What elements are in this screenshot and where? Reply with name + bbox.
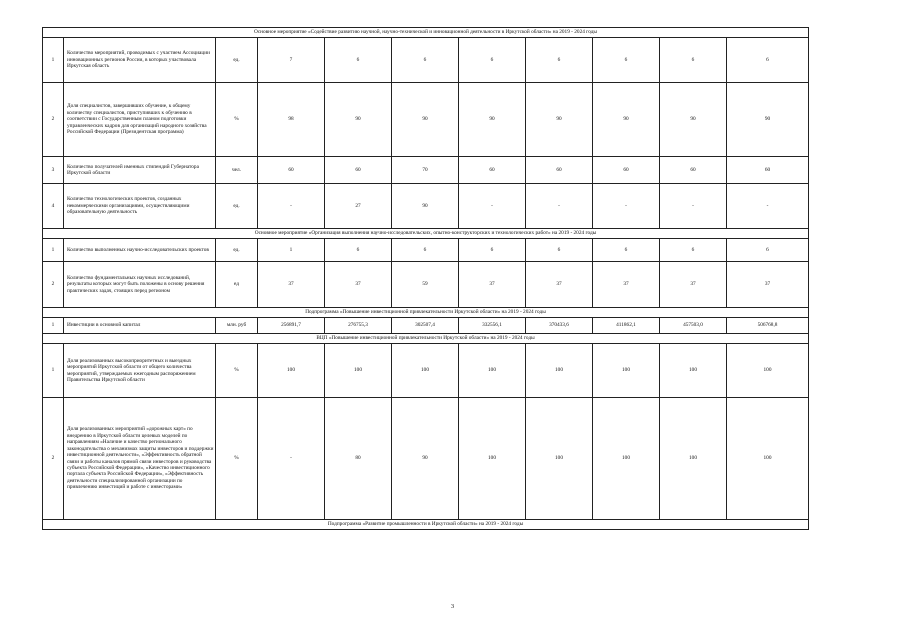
value-cell: 100 [660, 344, 727, 398]
value-cell: 411862,1 [593, 318, 660, 334]
value-cell: 80 [325, 398, 392, 520]
program-header: ВЦП «Повышение инвестиционной привлекательности Иркутской области» на 2019 - 2024 годы [43, 334, 809, 344]
value-cell: 6 [526, 38, 593, 83]
row-number: 2 [43, 83, 64, 157]
value-cell: 100 [459, 344, 526, 398]
indicator-table [42, 27, 809, 530]
page-number: 3 [450, 603, 455, 610]
value-cell: 90 [392, 184, 459, 229]
value-cell: 100 [727, 398, 809, 520]
indicator-name: Количество мероприятий, проводимых с участием Ассоциации инновационных регионов России, в которых участвовала Иркутская область [64, 38, 216, 83]
indicator-name: Количество получателей именных стипендий Губернатора Иркутской области [64, 157, 216, 184]
value-cell: 90 [325, 83, 392, 157]
value-cell: - [258, 398, 325, 520]
value-cell: 100 [660, 398, 727, 520]
value-cell: 370433,6 [526, 318, 593, 334]
row-number: 2 [43, 262, 64, 308]
value-cell: 100 [526, 344, 593, 398]
row-number: 1 [43, 344, 64, 398]
value-cell: - [593, 184, 660, 229]
value-cell: 60 [660, 157, 727, 184]
value-cell: 70 [392, 157, 459, 184]
table-row [43, 318, 809, 334]
subprogram-header: Подпрограмма «Развитие промышленности в Иркутской области» на 2019 - 2024 годы [43, 520, 809, 530]
value-cell: 90 [660, 83, 727, 157]
value-cell: 60 [526, 157, 593, 184]
indicator-name: Доля реализованных высокоприоритетных и выездных мероприятий Иркутской области от общего количества мероприятий, утверждаемых ежегодным распоряжением Правительства Иркутской области [64, 344, 216, 398]
value-cell: 332556,1 [459, 318, 526, 334]
table-row [43, 262, 809, 308]
value-cell: 7 [258, 38, 325, 83]
value-cell: - [459, 184, 526, 229]
indicator-table-page [42, 27, 808, 530]
value-cell: 6 [727, 239, 809, 262]
table-row [43, 344, 809, 398]
indicator-name: Доля специалистов, завершивших обучение, к общему количеству специалистов, приступивших к обучению в соответствии с Государственным планом подготовки управленческих кадров для организаций народного хозяйства Российской Федерации (Президентская программа) [64, 83, 216, 157]
value-cell: 276755,3 [325, 318, 392, 334]
value-cell: 1 [258, 239, 325, 262]
unit-cell: % [216, 344, 258, 398]
value-cell: 37 [325, 262, 392, 308]
value-cell: 6 [392, 239, 459, 262]
value-cell: 457503,0 [660, 318, 727, 334]
value-cell: 90 [392, 83, 459, 157]
unit-cell: % [216, 83, 258, 157]
value-cell: 6 [660, 38, 727, 83]
indicator-name: Количество фундаментальных научных исследований, результаты которых могут быть положены в основу решения практических задач, стоящих перед регионом [64, 262, 216, 308]
value-cell: 100 [727, 344, 809, 398]
unit-cell: % [216, 398, 258, 520]
unit-cell: ед. [216, 184, 258, 229]
value-cell: 90 [459, 83, 526, 157]
value-cell: 37 [459, 262, 526, 308]
value-cell: 37 [258, 262, 325, 308]
value-cell: 37 [660, 262, 727, 308]
value-cell: 27 [325, 184, 392, 229]
value-cell: 6 [459, 239, 526, 262]
value-cell: 37 [593, 262, 660, 308]
value-cell: 256891,7 [258, 318, 325, 334]
value-cell: 6 [660, 239, 727, 262]
unit-cell: млн. руб [216, 318, 258, 334]
value-cell: 100 [258, 344, 325, 398]
value-cell: 100 [392, 344, 459, 398]
section-header: Основное мероприятие «Содействие развитию научной, научно-технической и инновационной деятельности в Иркутской области» на 2019 - 2024 годы [43, 28, 809, 38]
value-cell: 60 [727, 157, 809, 184]
value-cell: - [526, 184, 593, 229]
unit-cell: чел. [216, 157, 258, 184]
value-cell: 90 [526, 83, 593, 157]
indicator-name: Количество выполненных научно-исследовательских проектов [64, 239, 216, 262]
table-row [43, 398, 809, 520]
value-cell: 100 [593, 344, 660, 398]
value-cell: 6 [593, 38, 660, 83]
unit-cell: ед [216, 262, 258, 308]
value-cell: 6 [392, 38, 459, 83]
value-cell: 59 [392, 262, 459, 308]
value-cell: 6 [727, 38, 809, 83]
indicator-name: Количество технологических проектов, созданных некоммерческими организациями, осуществляющими образовательную деятельность [64, 184, 216, 229]
row-number: 4 [43, 184, 64, 229]
indicator-name: Инвестиции в основной капитал [64, 318, 216, 334]
value-cell: 100 [459, 398, 526, 520]
value-cell: 37 [727, 262, 809, 308]
value-cell: - [727, 184, 809, 229]
table-row [43, 184, 809, 229]
value-cell: 6 [593, 239, 660, 262]
table-row [43, 157, 809, 184]
row-number: 1 [43, 318, 64, 334]
value-cell: 6 [325, 38, 392, 83]
row-number: 1 [43, 38, 64, 83]
indicator-name: Доля реализованных мероприятий «дорожных карт» по внедрению в Иркутской области целевых моделей по направлениям «Наличие и качество регионального законодательства о механизмах защиты инвесторов и поддержки инвестиционной деятельности», «Эффективность обратной связи и работы каналов прямой связи инвесторов и руководства субъекта Российской Федерации», «Качество инвестиционного портала субъекта Российской Федерации», «Эффективность деятельности специализированной организации по привлечению инвестиций и работе с инвесторами» [64, 398, 216, 520]
value-cell: 60 [325, 157, 392, 184]
section-header: Основное мероприятие «Организация выполнения научно-исследовательских, опытно-конструкторских и технологических работ» на 2019 - 2024 годы [43, 229, 809, 239]
value-cell: 6 [325, 239, 392, 262]
value-cell: 6 [459, 38, 526, 83]
value-cell: 60 [459, 157, 526, 184]
value-cell: 506768,8 [727, 318, 809, 334]
value-cell: 100 [526, 398, 593, 520]
row-number: 3 [43, 157, 64, 184]
value-cell: 100 [325, 344, 392, 398]
table-row [43, 38, 809, 83]
value-cell: 90 [593, 83, 660, 157]
row-number: 2 [43, 398, 64, 520]
value-cell: 98 [258, 83, 325, 157]
value-cell: - [258, 184, 325, 229]
value-cell: - [660, 184, 727, 229]
value-cell: 60 [258, 157, 325, 184]
value-cell: 37 [526, 262, 593, 308]
value-cell: 100 [593, 398, 660, 520]
table-row [43, 239, 809, 262]
value-cell: 302507,4 [392, 318, 459, 334]
value-cell: 90 [727, 83, 809, 157]
table-row [43, 83, 809, 157]
value-cell: 6 [526, 239, 593, 262]
subprogram-header: Подпрограмма «Повышение инвестиционной привлекательности Иркутской области» на 2019 - 2024 годы [43, 308, 809, 318]
value-cell: 90 [392, 398, 459, 520]
unit-cell: ед. [216, 38, 258, 83]
row-number: 1 [43, 239, 64, 262]
unit-cell: ед. [216, 239, 258, 262]
value-cell: 60 [593, 157, 660, 184]
